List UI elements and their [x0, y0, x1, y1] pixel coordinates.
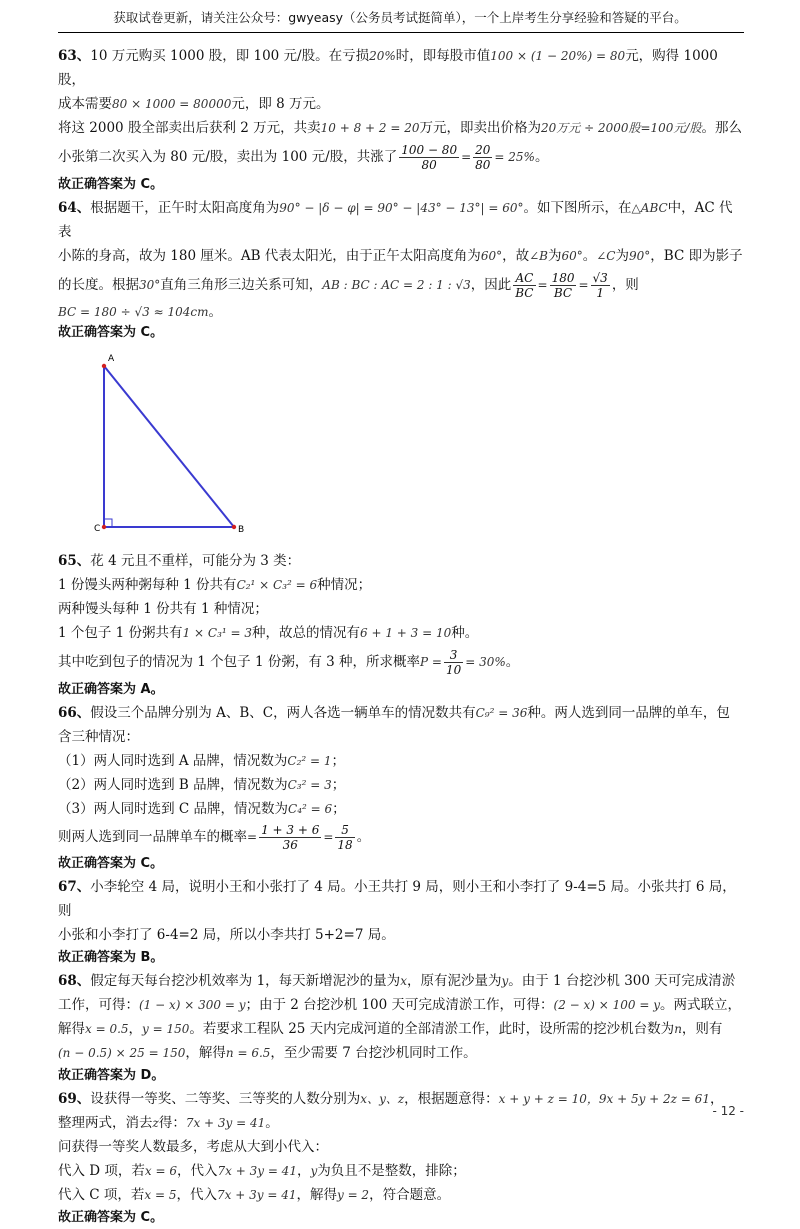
text: ；由于 2 台挖沙机 100 天可完成清淤工作，可得：: [245, 997, 554, 1013]
text: 。由于 1 台挖沙机 300 天可完成清淤: [508, 973, 736, 989]
page-number: - 12 -: [712, 1104, 744, 1118]
text: （2）两人同时选到 B 品牌，情况数为: [58, 777, 288, 793]
text: 代入 C 项，若: [58, 1187, 145, 1203]
q68-line-3: [58, 1017, 746, 1041]
math: z: [152, 1116, 159, 1130]
text: ，: [128, 1021, 143, 1037]
text: 时，即每股市值: [395, 48, 491, 64]
text: 成本需要: [58, 96, 112, 112]
denominator: BC: [550, 285, 577, 300]
text: 种。: [451, 625, 479, 641]
text: 。若要求工程队 25 天内完成河道的全部清淤工作，此时，设所需的挖沙机台数为: [189, 1021, 675, 1037]
text: 根据题干，正午时太阳高度角为: [90, 200, 280, 216]
fraction: [513, 271, 535, 300]
denominator: 36: [259, 837, 321, 852]
text: 中，AC 代表: [58, 200, 733, 240]
label-c: C: [94, 524, 101, 534]
vertex-c: [102, 525, 106, 529]
math: AB : BC : AC = 2 : 1 : √3: [322, 278, 471, 292]
q63-line-1: [58, 44, 746, 92]
text: 设获得一等奖、二等奖、三等奖的人数分别为: [90, 1091, 361, 1107]
q66-number: 66、: [58, 705, 91, 721]
math: C₉² = 36: [475, 706, 528, 720]
q65-answer: 故正确答案为 A。: [58, 682, 164, 697]
math: 7x + 3y = 41: [217, 1164, 297, 1178]
q64-number: 64、: [58, 200, 91, 216]
text: 则两人选到同一品牌单车的概率: [58, 829, 247, 845]
numerator: 100 − 80: [401, 143, 458, 157]
q67-answer: 故正确答案为 B。: [58, 950, 164, 965]
math: 20%: [369, 49, 396, 63]
text: ，符合题意。: [369, 1187, 451, 1203]
math: C₃² = 3: [287, 778, 332, 792]
triangle-svg: [58, 344, 358, 549]
text: 。两式联立，: [660, 997, 742, 1013]
math: x、y、z: [360, 1092, 405, 1106]
math: 60°: [480, 249, 503, 263]
text: ；: [332, 801, 346, 817]
text: 。: [208, 304, 222, 320]
triangle-diagram: [58, 344, 746, 549]
q67-number: 67、: [58, 879, 91, 895]
q64-line-3: [58, 268, 746, 302]
fraction: [259, 823, 321, 852]
text: 为: [615, 248, 629, 264]
text: ，至少需要 7 台挖沙机同时工作。: [270, 1045, 477, 1061]
q68-number: 68、: [58, 973, 91, 989]
text: 其中吃到包子的情况为 1 个包子 1 份粥，有 3 种，所求概率: [58, 654, 421, 670]
text: （3）两人同时选到 C 品牌，情况数为: [58, 801, 289, 817]
math: 90° − |δ − φ| = 90° − |43° − 13°| = 60°: [279, 201, 524, 215]
math: =: [247, 830, 258, 844]
label-b: B: [238, 525, 245, 535]
text: 种情况；: [317, 577, 372, 593]
math: y: [310, 1164, 318, 1178]
q69-line-1: [58, 1087, 746, 1111]
q69-number: 69、: [58, 1091, 91, 1107]
math: =: [537, 278, 548, 292]
text: 解得: [58, 1021, 85, 1037]
q69-line-2: [58, 1111, 746, 1135]
text: 。如下图所示，在: [523, 200, 632, 216]
text: 。那么: [701, 120, 742, 136]
math: 10 + 8 + 2 = 20: [320, 121, 420, 135]
numerator: 5: [341, 823, 349, 837]
q66-line-6: [58, 821, 746, 853]
text: 得：: [158, 1115, 186, 1131]
q66-line-1: [58, 701, 746, 725]
q68-line-1: [58, 969, 746, 993]
text: 假定每天每台挖沙机效率为 1，每天新增泥沙的量为: [90, 973, 401, 989]
text: 种。两人选到同一品牌的单车，包: [527, 705, 730, 721]
vertex-b: [232, 525, 236, 529]
math: C₄² = 6: [288, 802, 333, 816]
q65-line-1: [58, 549, 746, 573]
text: 万元，即卖出价格为: [419, 120, 541, 136]
q65-line-4: [58, 621, 746, 645]
numerator: 1 + 3 + 6: [261, 823, 320, 837]
q66-answer: 故正确答案为 C。: [58, 856, 164, 871]
denominator: 1: [591, 285, 610, 300]
math: P =: [420, 655, 442, 669]
text: ，因此: [470, 277, 512, 293]
q69-line-4: [58, 1159, 746, 1183]
page-header: 获取试卷更新，请关注公众号：gwyeasy（公务员考试挺简单），一个上岸考生分享经验和答疑的平台。: [113, 10, 687, 25]
q65-line-5: [58, 645, 746, 679]
text: ；: [331, 777, 346, 793]
q64-line-4: [58, 302, 746, 322]
page-content: [58, 40, 746, 1229]
math: x = 5: [144, 1188, 177, 1202]
math: 60°: [561, 249, 583, 263]
math: (2 − x) × 100 = y: [553, 998, 661, 1012]
math: 1 × C₃¹ = 3: [182, 626, 253, 640]
denominator: 10: [445, 663, 462, 677]
text: （1）两人同时选到 A 品牌，情况数为: [58, 753, 288, 769]
text: 种，故总的情况有: [252, 625, 361, 641]
text: 为负且不是整数，排除；: [317, 1163, 466, 1179]
q64-answer: 故正确答案为 C。: [58, 325, 164, 340]
math: (n − 0.5) × 25 = 150: [58, 1046, 186, 1060]
q63-line-4: [58, 140, 746, 174]
text: 。: [265, 1115, 279, 1131]
text: ，原有泥沙量为: [406, 973, 502, 989]
math: y = 2: [336, 1188, 370, 1202]
label-a: A: [108, 354, 115, 364]
q63-line-3: [58, 116, 746, 140]
q65-line-2: [58, 573, 746, 597]
q63-number: 63、: [58, 48, 91, 64]
text: 1 份馒头两种粥每种 1 份共有: [58, 577, 237, 593]
math: 80 × 1000 = 80000: [112, 97, 232, 111]
text: 小李轮空 4 局，说明小王和小张打了 4 局。小王共打 9 局，则小王和小李打了 9-4=5 局。小张共打 6 局，则: [58, 879, 736, 919]
math: n = 6.5: [225, 1046, 271, 1060]
q69-line-3: 问获得一等奖人数最多，考虑从大到小代入：: [58, 1139, 328, 1155]
math: y = 150: [142, 1022, 190, 1036]
text: 代入 D 项，若: [58, 1163, 145, 1179]
text: ，则: [611, 277, 639, 293]
text: ，故: [502, 248, 530, 264]
text: 元，即 8 万元。: [231, 96, 330, 112]
q63-answer: 故正确答案为 C。: [58, 177, 164, 192]
text: ，代入: [176, 1187, 218, 1203]
text: ，根据题意得：: [404, 1091, 499, 1107]
text: ，: [709, 1091, 724, 1107]
q66-line-3: [58, 749, 746, 773]
q67-line-2: 小张和小李打了 6-4=2 局，所以小李共打 5+2=7 局。: [58, 927, 395, 943]
math: = 25%: [494, 150, 535, 164]
math: 7x + 3y = 41: [185, 1116, 266, 1130]
math: ∠B: [529, 249, 548, 263]
text: ；: [331, 753, 346, 769]
side-ab: [104, 366, 234, 527]
text: ，BC 即为影子: [650, 248, 743, 264]
text: ，解得: [296, 1187, 337, 1203]
q64-line-1: [58, 196, 746, 244]
math: 20万元 ÷ 2000股=100元/股: [540, 121, 702, 135]
numerator: 180: [551, 271, 575, 285]
text: 直角三角形三边关系可知，: [160, 277, 323, 293]
math: x + y + z = 10，9x + 5y + 2z = 61: [498, 1092, 710, 1106]
math: 90°: [629, 249, 651, 263]
text: ，代入: [177, 1163, 218, 1179]
math: x = 0.5: [85, 1022, 129, 1036]
text: 假设三个品牌分别为 A、B、C，两人各选一辆单车的情况数共有: [90, 705, 476, 721]
math: x = 6: [144, 1164, 177, 1178]
math: =: [578, 278, 589, 292]
math: x: [400, 974, 407, 988]
math: = 30%: [465, 655, 506, 669]
text: 。: [356, 829, 371, 845]
math: BC = 180 ÷ √3 ≈ 104cm: [58, 305, 209, 319]
numerator: √3: [592, 271, 608, 285]
q67-line-1: [58, 875, 746, 923]
text: 将这 2000 股全部卖出后获利 2 万元，共卖: [58, 120, 321, 136]
numerator: 20: [475, 143, 491, 157]
denominator: 80: [399, 157, 459, 172]
q66-line-2: 含三种情况：: [58, 729, 139, 745]
q65-number: 65、: [58, 553, 91, 569]
fraction: [591, 271, 610, 300]
text: 。: [505, 654, 520, 670]
math: C₂² = 1: [287, 754, 332, 768]
text: 10 万元购买 1000 股，即 100 元/股。在亏损: [90, 48, 370, 64]
header-divider: [58, 32, 744, 33]
text: 花 4 元且不重样，可能分为 3 类：: [90, 553, 301, 569]
text: 1 个包子 1 份粥共有: [58, 625, 183, 641]
math: △ABC: [631, 201, 668, 215]
text: ，则有: [681, 1021, 723, 1037]
math: C₂¹ × C₃² = 6: [236, 578, 318, 592]
text: 整理两式，消去: [58, 1115, 153, 1131]
q69-answer: 故正确答案为 C。: [58, 1210, 164, 1225]
math: ∠C: [596, 249, 616, 263]
q63-line-2: [58, 92, 746, 116]
denominator: 80: [475, 158, 491, 172]
q64-line-2: [58, 244, 746, 268]
denominator: BC: [515, 286, 534, 300]
fraction: [335, 823, 354, 852]
math: 30°: [139, 278, 161, 292]
numerator: AC: [515, 271, 534, 285]
q66-line-4: [58, 773, 746, 797]
math: y: [501, 974, 509, 988]
q68-line-4: [58, 1041, 746, 1065]
text: 的长度。根据: [58, 277, 139, 293]
fraction: [550, 271, 577, 300]
text: 小陈的身高，故为 180 厘米。AB 代表太阳光，由于正午太阳高度角为: [58, 248, 481, 264]
vertex-a: [102, 364, 106, 368]
math: n: [674, 1022, 682, 1036]
math: 100 × (1 − 20%) = 80: [490, 49, 626, 63]
text: 小张第二次买入为 80 元/股，卖出为 100 元/股，共涨了: [58, 149, 398, 165]
q69-line-5: [58, 1183, 746, 1207]
q65-line-3: 两种馒头每种 1 份共有 1 种情况；: [58, 601, 268, 617]
text: 。: [534, 149, 549, 165]
math: 7x + 3y = 41: [217, 1188, 297, 1202]
math: =: [323, 830, 334, 844]
text: 元，购得 1000 股，: [58, 48, 718, 88]
q68-answer: 故正确答案为 D。: [58, 1068, 165, 1083]
text: ，: [296, 1163, 311, 1179]
text: 为: [547, 248, 562, 264]
text: 。: [582, 248, 597, 264]
numerator: 3: [449, 648, 458, 662]
q66-line-5: [58, 797, 746, 821]
fraction: [399, 143, 459, 172]
denominator: 18: [337, 838, 353, 852]
fraction: [444, 648, 463, 677]
math: =: [461, 150, 472, 164]
fraction: [473, 143, 492, 172]
text: ，解得: [185, 1045, 226, 1061]
q68-line-2: [58, 993, 746, 1017]
text: 工作，可得：: [58, 997, 139, 1013]
math: (1 − x) × 300 = y: [139, 998, 246, 1012]
math: 6 + 1 + 3 = 10: [360, 626, 452, 640]
